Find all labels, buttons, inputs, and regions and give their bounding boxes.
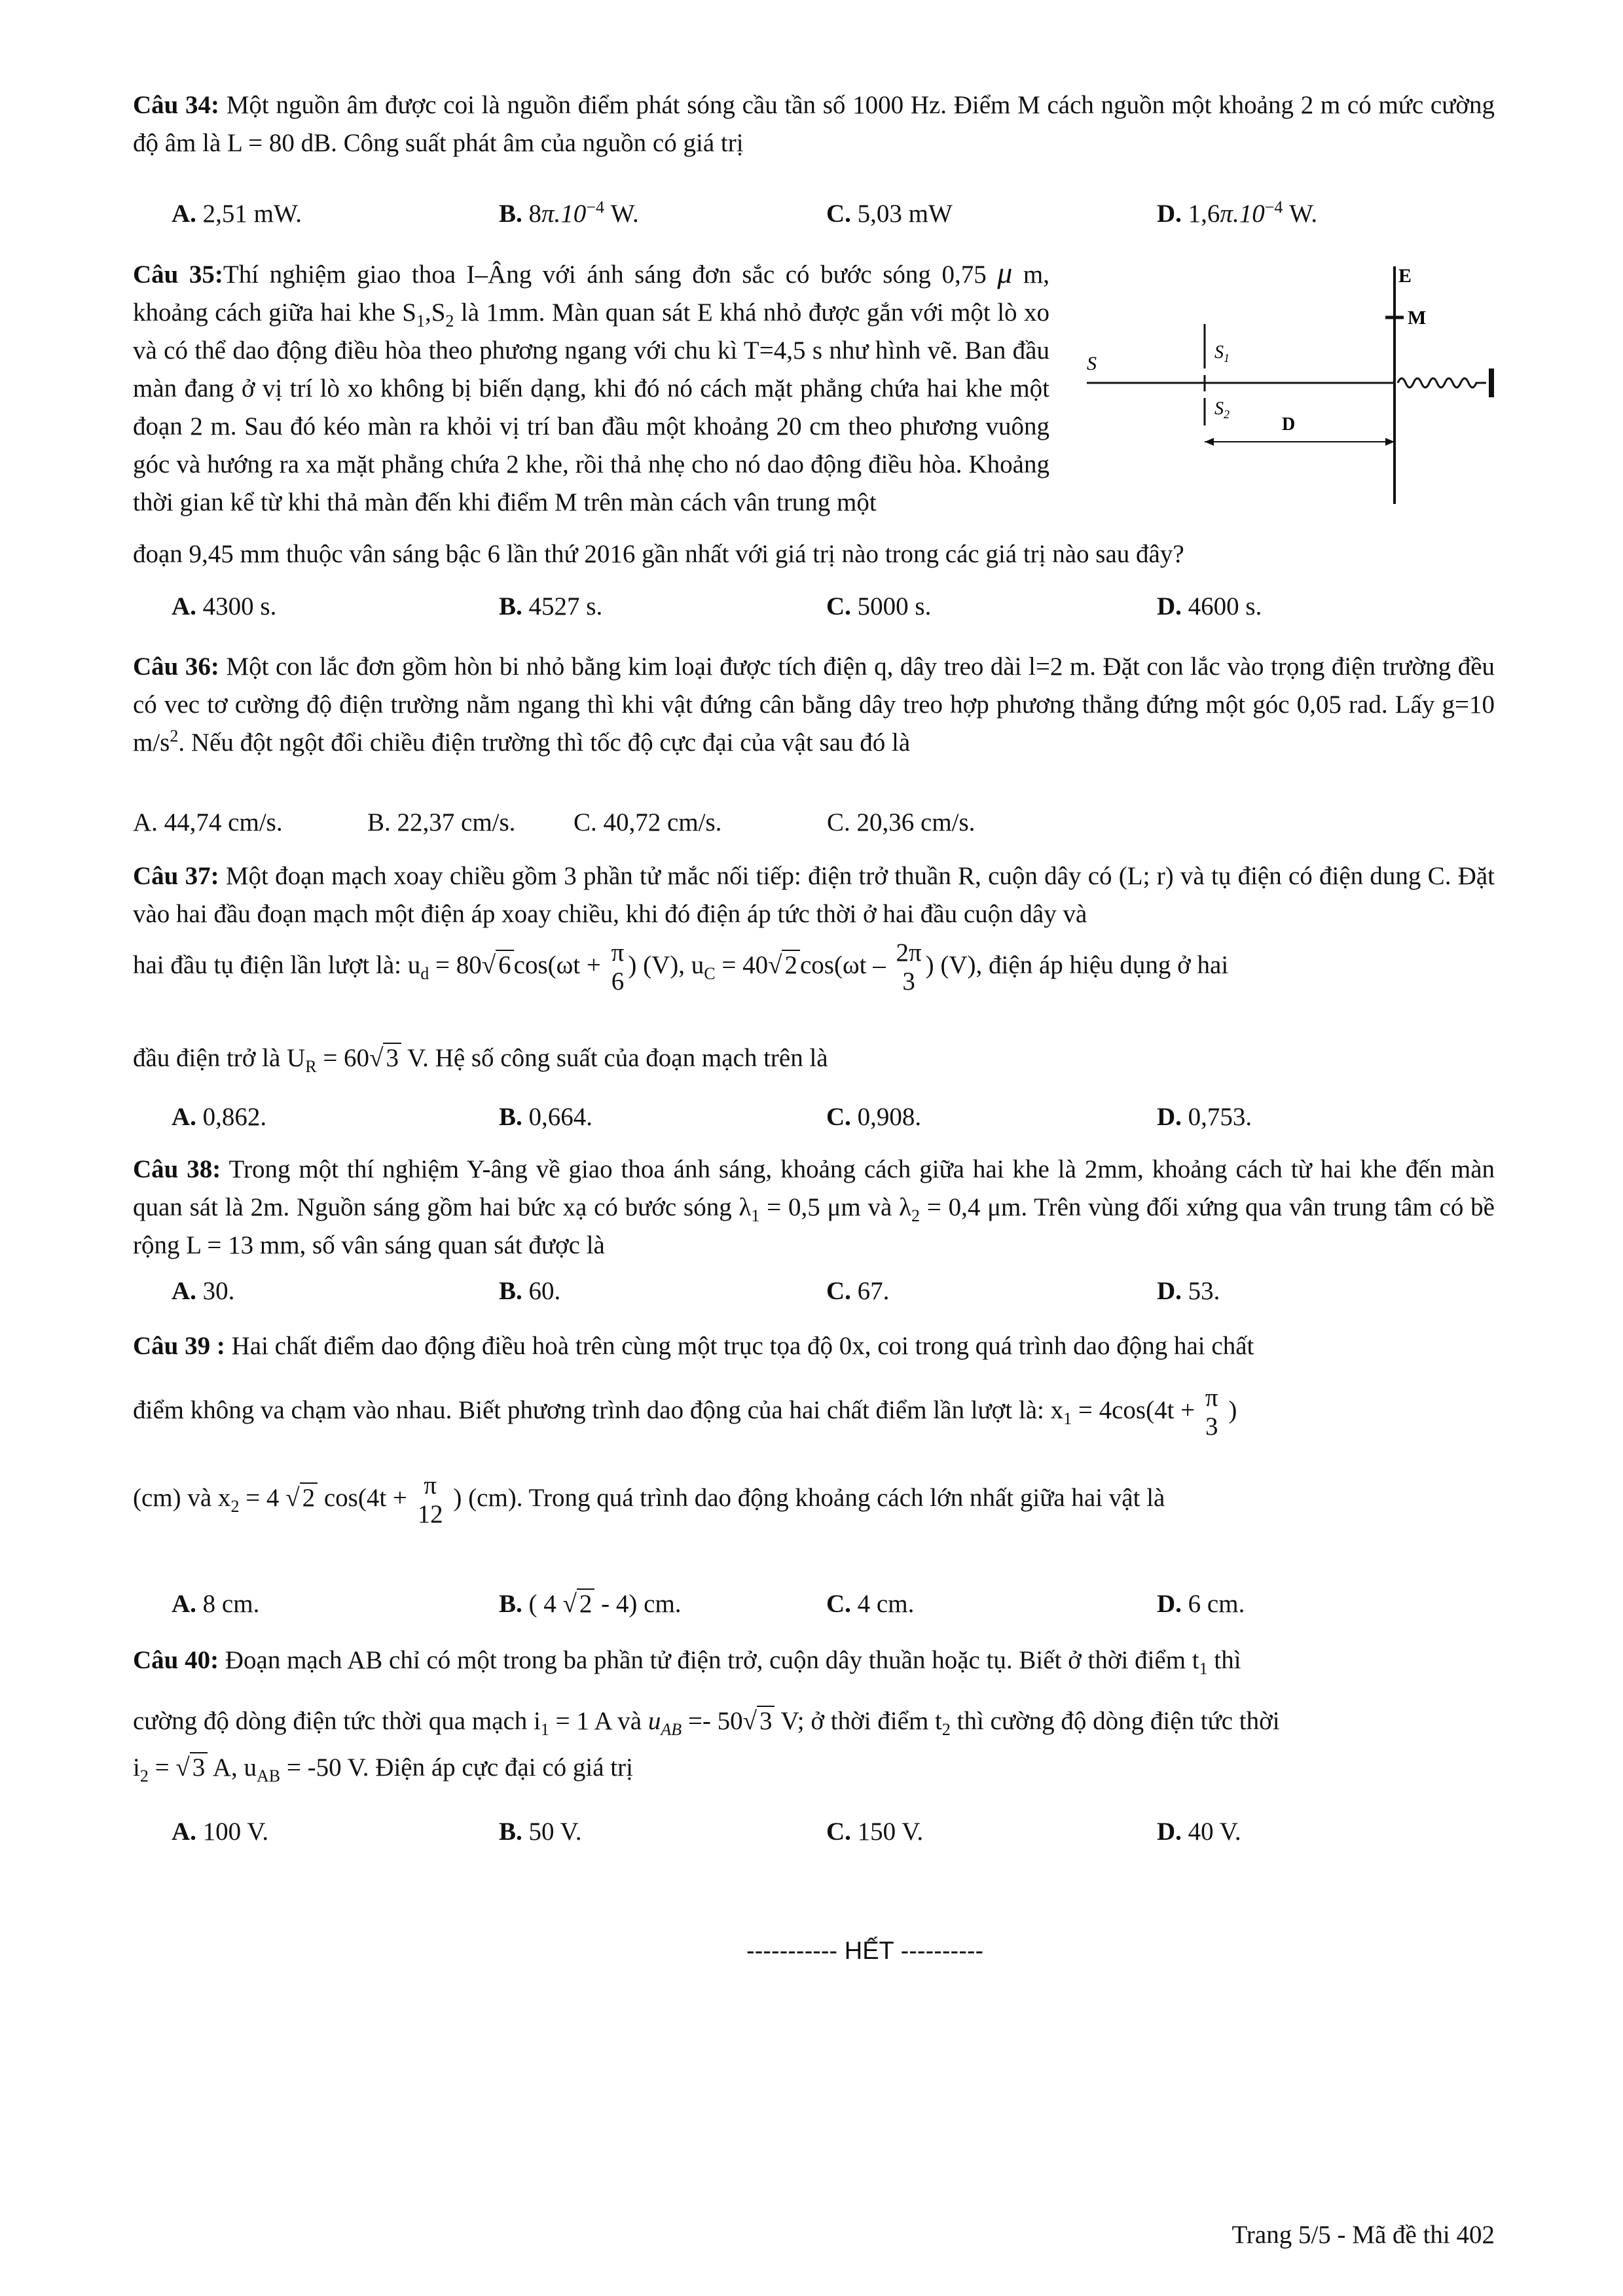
option-value: 0,862. (196, 1103, 267, 1131)
label-E: E (1398, 265, 1412, 287)
option-b[interactable] (499, 1813, 581, 1851)
superscript: 2 (170, 726, 179, 745)
question-40-text: cường độ dòng điện tức thời qua mạch i (133, 1707, 541, 1735)
radicand: 6 (496, 950, 514, 979)
option-value-unit: W. (1283, 200, 1318, 228)
option-key: C. (827, 808, 850, 836)
option-key: D. (1157, 1590, 1182, 1618)
question-37-text: V. Hệ số công suất của đoạn mạch trên là (401, 1044, 828, 1072)
option-c[interactable] (826, 195, 953, 233)
option-d[interactable] (827, 804, 975, 842)
question-35-text: Thí nghiệm giao thoa I–Âng với ánh sáng đơn sắc có bước sóng 0,75 (223, 260, 987, 289)
option-value-unit: W. (604, 200, 639, 228)
option-math: π.10 (1220, 200, 1265, 228)
option-d[interactable] (1157, 1098, 1252, 1136)
option-d[interactable] (1157, 588, 1262, 626)
numerator: π (611, 939, 625, 967)
option-sup: −4 (586, 198, 604, 217)
fraction-pi-12 (418, 1471, 443, 1529)
option-sup: −4 (1264, 198, 1283, 217)
option-key: D. (1157, 592, 1182, 620)
question-39-line-2 (133, 1374, 1495, 1446)
question-40-text: = 1 A và (549, 1707, 648, 1735)
option-b[interactable] (499, 1272, 560, 1310)
fraction-pi-6 (611, 939, 625, 996)
option-key: C. (826, 1590, 851, 1618)
question-39-text: (cm) và x (133, 1484, 231, 1512)
radicand: 2 (782, 950, 800, 979)
question-34-options (172, 195, 1455, 233)
question-40-text: = (148, 1753, 176, 1782)
option-math: π.10 (541, 200, 587, 228)
sqrt-3: √ 3 (175, 1749, 208, 1787)
question-40-line-3 (133, 1749, 1495, 1787)
sqrt-2: √ 2 (563, 1585, 595, 1623)
radicand: 3 (757, 1706, 775, 1735)
question-37-last-line (133, 1039, 1495, 1077)
subscript: AB (257, 1766, 281, 1785)
option-b[interactable] (499, 195, 639, 233)
option-key: A. (172, 1818, 196, 1846)
numerator: π (424, 1471, 437, 1500)
option-value: 0,664. (522, 1103, 593, 1131)
option-key: B. (499, 592, 522, 620)
question-39-line-3 (133, 1462, 1495, 1534)
option-key: B. (499, 1103, 522, 1131)
option-value: 20,36 cm/s. (850, 808, 976, 836)
question-37-text: = 80 (429, 951, 482, 979)
arrow-left-icon (1205, 438, 1214, 446)
question-37-text: đầu điện trở là U (133, 1044, 306, 1072)
subscript: 1 (416, 311, 425, 331)
option-key: B. (499, 1818, 522, 1846)
option-key: C. (826, 1277, 851, 1305)
question-40-text: thì cường độ dòng điện tức thời (950, 1707, 1280, 1735)
subscript: 2 (139, 1766, 149, 1785)
option-key: B. (499, 200, 522, 228)
question-38-text: = 0,5 μm và λ (759, 1193, 912, 1221)
question-36-label: Câu 36: (133, 653, 219, 681)
option-a[interactable] (172, 1098, 266, 1136)
question-40-text: thì (1207, 1646, 1241, 1674)
option-key: C. (826, 1103, 851, 1131)
sqrt-6: √ 6 (482, 929, 514, 1001)
question-35-continued (133, 535, 1495, 573)
subscript: R (305, 1056, 317, 1076)
label-S1: $S_1$ (1214, 342, 1230, 365)
question-39-text: = 4cos(4t + (1072, 1396, 1201, 1424)
option-value: 4600 s. (1181, 592, 1262, 620)
option-key: D. (1157, 1277, 1182, 1305)
question-39-label: Câu 39 : (133, 1332, 225, 1360)
subscript: 1 (1063, 1408, 1072, 1428)
question-37-text: = 60 (316, 1044, 370, 1072)
option-value: 4527 s. (522, 592, 603, 620)
denominator: 12 (417, 1500, 443, 1529)
option-a[interactable] (172, 1585, 259, 1623)
option-c[interactable] (826, 1098, 921, 1136)
option-a[interactable] (133, 804, 283, 842)
option-a[interactable] (172, 195, 302, 233)
question-36 (133, 648, 1495, 762)
sqrt-3: √ 3 (369, 1039, 401, 1077)
option-value: 40 V. (1181, 1818, 1241, 1846)
option-b[interactable] (499, 1585, 682, 1623)
option-value: 8 cm. (196, 1590, 260, 1618)
option-a[interactable] (172, 1272, 234, 1310)
radicand: 2 (577, 1588, 595, 1618)
math-u: u (647, 1707, 661, 1735)
question-36-text: . Nếu đột ngột đổi chiều điện trường thì tốc độ cực đại của vật sau đó là (178, 728, 911, 757)
subscript: 1 (1199, 1659, 1208, 1678)
fraction-pi-3 (1205, 1384, 1218, 1441)
subscript: 2 (911, 1206, 921, 1225)
label-S: S (1087, 353, 1097, 374)
question-38-label: Câu 38: (133, 1155, 221, 1183)
question-34 (133, 86, 1495, 162)
label-S2: $S_2$ (1214, 399, 1230, 421)
question-37-text: ) (V), điện áp hiệu dụng ở hai (925, 951, 1229, 979)
question-38-text: Trong một thí nghiệm Y-âng về giao thoa ánh sáng, khoảng cách giữa hai khe là 2mm, khoảng cách từ hai khe đến màn quan sát là 2m. Nguồn sáng gồm hai bức xạ có bước sóng λ (133, 1155, 1495, 1221)
option-key: A. (172, 1277, 196, 1305)
arrow-right-icon (1385, 438, 1395, 446)
fraction-2pi-3 (896, 939, 921, 996)
question-37-options (172, 1098, 1455, 1136)
question-35-text: ,S (424, 298, 446, 327)
option-key: D. (1157, 1818, 1182, 1846)
numerator: 2π (896, 939, 922, 967)
question-35-options (172, 588, 1455, 626)
option-key: C. (826, 200, 851, 228)
option-value: 4 cm. (850, 1590, 915, 1618)
option-value: 5000 s. (850, 592, 932, 620)
denominator: 3 (1205, 1412, 1218, 1441)
question-38-options (172, 1272, 1455, 1310)
option-key: B. (499, 1590, 522, 1618)
question-39 (133, 1327, 1495, 1365)
question-40-text: V; ở thời điểm t (775, 1707, 942, 1735)
option-value: 67. (850, 1277, 890, 1305)
question-40-options (172, 1813, 1455, 1851)
radicand: 3 (383, 1043, 401, 1072)
question-35-label: Câu 35: (133, 260, 223, 289)
question-37 (133, 857, 1495, 933)
question-37-text: hai đầu tụ điện lần lượt là: u (133, 951, 421, 979)
question-37-label: Câu 37: (133, 862, 219, 890)
question-40-line-2 (133, 1695, 1495, 1748)
option-key: A. (172, 1590, 196, 1618)
question-40-text: i (133, 1753, 140, 1782)
option-value-unit: - 4) cm. (594, 1590, 682, 1618)
option-d[interactable] (1157, 195, 1317, 233)
denominator: 6 (611, 967, 625, 996)
option-key: B. (367, 808, 391, 836)
option-value: 53. (1181, 1277, 1220, 1305)
option-a[interactable] (172, 1813, 268, 1851)
question-35-text: m, khoảng cách giữa hai khe S (133, 260, 1050, 327)
subscript: d (420, 963, 429, 983)
option-c[interactable] (826, 1585, 914, 1623)
question-36-text: Một con lắc đơn gồm hòn bi nhỏ bằng kim loại được tích điện q, dây treo dài l=2 m. Đặt con lắc vào trọng điện trường đều có vec tơ cường độ điện trường nằm ngang thì khi vật đứng cân bằng dây treo hợp phương thẳng đứng một góc 0,05 rad. Lấy g=10 m/s (133, 653, 1495, 757)
option-key: C. (574, 808, 597, 836)
subscript: 1 (540, 1719, 549, 1739)
option-key: C. (826, 592, 851, 620)
subscript: AB (661, 1719, 682, 1739)
question-39-text: Hai chất điểm dao động điều hoà trên cùng một trục tọa độ 0x, coi trong quá trình dao động hai chất (225, 1332, 1254, 1360)
subscript: 1 (751, 1206, 760, 1225)
label-M: M (1408, 307, 1427, 329)
option-value: 0,908. (850, 1103, 922, 1131)
numerator: π (1205, 1384, 1218, 1412)
label-D: D (1282, 414, 1296, 435)
option-key: A. (172, 1103, 196, 1131)
option-key: D. (1157, 1103, 1182, 1131)
option-d[interactable] (1157, 1585, 1245, 1623)
option-value: 4300 s. (196, 592, 277, 620)
question-40-label: Câu 40: (133, 1646, 219, 1674)
option-key: A. (172, 592, 196, 620)
option-d[interactable] (1157, 1272, 1220, 1310)
question-37-formula-line (133, 929, 1495, 1001)
question-34-text: Một nguồn âm được coi là nguồn điểm phát sóng cầu tần số 1000 Hz. Điểm M cách nguồn một khoảng 2 m có mức cường độ âm là L = 80 dB. Công suất phát âm của nguồn có giá trị (133, 91, 1495, 157)
question-40 (133, 1641, 1495, 1679)
question-39-text: điểm không va chạm vào nhau. Biết phương trình dao động của hai chất điểm lần lượt là: x (133, 1396, 1064, 1424)
question-38 (133, 1151, 1495, 1265)
question-37-text: = 40 (715, 951, 769, 979)
denominator: 3 (902, 967, 915, 996)
option-a[interactable] (172, 588, 276, 626)
option-value: 8 (522, 200, 542, 228)
option-d[interactable] (1157, 1813, 1241, 1851)
option-b[interactable] (499, 1098, 593, 1136)
option-value: 60. (522, 1277, 561, 1305)
question-40-text: A, u (208, 1753, 257, 1782)
option-value: 1,6 (1181, 200, 1220, 228)
radicand: 3 (190, 1752, 208, 1782)
subscript: C (704, 963, 716, 983)
question-38-text: = 0,4 μm. Trên vùng đối xứng qua vân trung tâm có bề rộng L = 13 mm, số vân sáng quan sát được là (133, 1193, 1495, 1259)
sqrt-2: √ 2 (285, 1462, 318, 1534)
option-key: C. (826, 1818, 851, 1846)
subscript: 2 (445, 311, 454, 331)
question-40-text: Đoạn mạch AB chỉ có một trong ba phần tử điện trở, cuộn dây thuần hoặc tụ. Biết ở thời điểm t (219, 1646, 1199, 1674)
question-39-text: = 4 (239, 1484, 286, 1512)
option-c[interactable] (826, 1272, 889, 1310)
option-c[interactable] (574, 804, 721, 842)
option-value: 2,51 mW. (196, 200, 302, 228)
option-key: A. (133, 808, 158, 836)
question-39-options (172, 1585, 1455, 1623)
option-key: B. (499, 1277, 522, 1305)
question-37-text: cos(ωt – (799, 951, 892, 979)
spring-icon (1398, 378, 1486, 387)
option-value: 44,74 cm/s. (157, 808, 283, 836)
option-key: D. (1157, 200, 1182, 228)
option-value: 0,753. (1181, 1103, 1252, 1131)
question-40-text: = -50 V. Điện áp cực đại có giá trị (280, 1753, 633, 1782)
mu-symbol: μ (997, 256, 1013, 289)
option-value: 100 V. (196, 1818, 269, 1846)
option-value: 150 V. (850, 1818, 924, 1846)
option-value: 6 cm. (1181, 1590, 1245, 1618)
end-marker: ----------- HẾT ---------- (746, 1937, 984, 1965)
page-footer: Trang 5/5 - Mã đề thi 402 (1231, 2221, 1495, 2249)
question-36-options (133, 804, 1416, 842)
question-35-text: đoạn 9,45 mm thuộc vân sáng bậc 6 lần thứ 2016 gần nhất với giá trị nào trong các giá trị nào sau đây? (133, 540, 1184, 568)
question-40-text: =- 50 (682, 1707, 743, 1735)
subscript: 2 (230, 1496, 240, 1516)
question-37-text: ) (V), u (628, 951, 704, 979)
radicand: 2 (300, 1482, 318, 1512)
option-value: 22,37 cm/s. (390, 808, 516, 836)
option-b[interactable] (367, 804, 515, 842)
sqrt-3: √ 3 (743, 1695, 775, 1748)
option-value: 50 V. (522, 1818, 582, 1846)
question-39-text: cos(4t + (318, 1484, 414, 1512)
option-value: ( 4 (522, 1590, 563, 1618)
question-37-text: cos(ωt + (513, 951, 608, 979)
question-39-text: ) (1222, 1396, 1237, 1424)
option-key: A. (172, 200, 196, 228)
option-b[interactable] (499, 588, 602, 626)
option-c[interactable] (826, 1813, 923, 1851)
question-37-text: Một đoạn mạch xoay chiều gồm 3 phần tử mắc nối tiếp: điện trở thuần R, cuộn dây có (L; r) và tụ điện có điện dung C. Đặt vào hai đầu đoạn mạch một điện áp xoay chiều, khi đó điện áp tức thời ở hai đầu cuộn dây và (133, 862, 1495, 928)
question-39-text: ) (cm). Trong quá trình dao động khoảng cách lớn nhất giữa hai vật là (447, 1484, 1165, 1512)
option-value: 40,72 cm/s. (596, 808, 722, 836)
sqrt-2: √ 2 (768, 929, 800, 1001)
option-value: 30. (196, 1277, 235, 1305)
subscript: 2 (941, 1719, 951, 1739)
question-34-label: Câu 34: (133, 91, 220, 119)
option-c[interactable] (826, 588, 931, 626)
interference-figure (1074, 259, 1519, 520)
question-35 (133, 254, 1049, 522)
option-value: 5,03 mW (850, 200, 953, 228)
question-35-text: là 1mm. Màn quan sát E khá nhỏ được gắn với một lò xo và có thể dao động điều hòa theo phương ngang với chu kì T=4,5 s như hình vẽ. Ban đầu màn đang ở vị trí lò xo không bị biến dạng, khi đó nó cách mặt phẳng chứa hai khe một đoạn 2 m. Sau đó kéo màn ra khỏi vị trí ban đầu một khoảng 20 cm theo phương vuông góc và hướng ra xa mặt phẳng chứa 2 khe, rồi thả nhẹ cho nó dao động điều hòa. Khoảng thời gian kể từ khi thả màn đến khi điểm M trên màn cách vân trung một (133, 298, 1050, 516)
